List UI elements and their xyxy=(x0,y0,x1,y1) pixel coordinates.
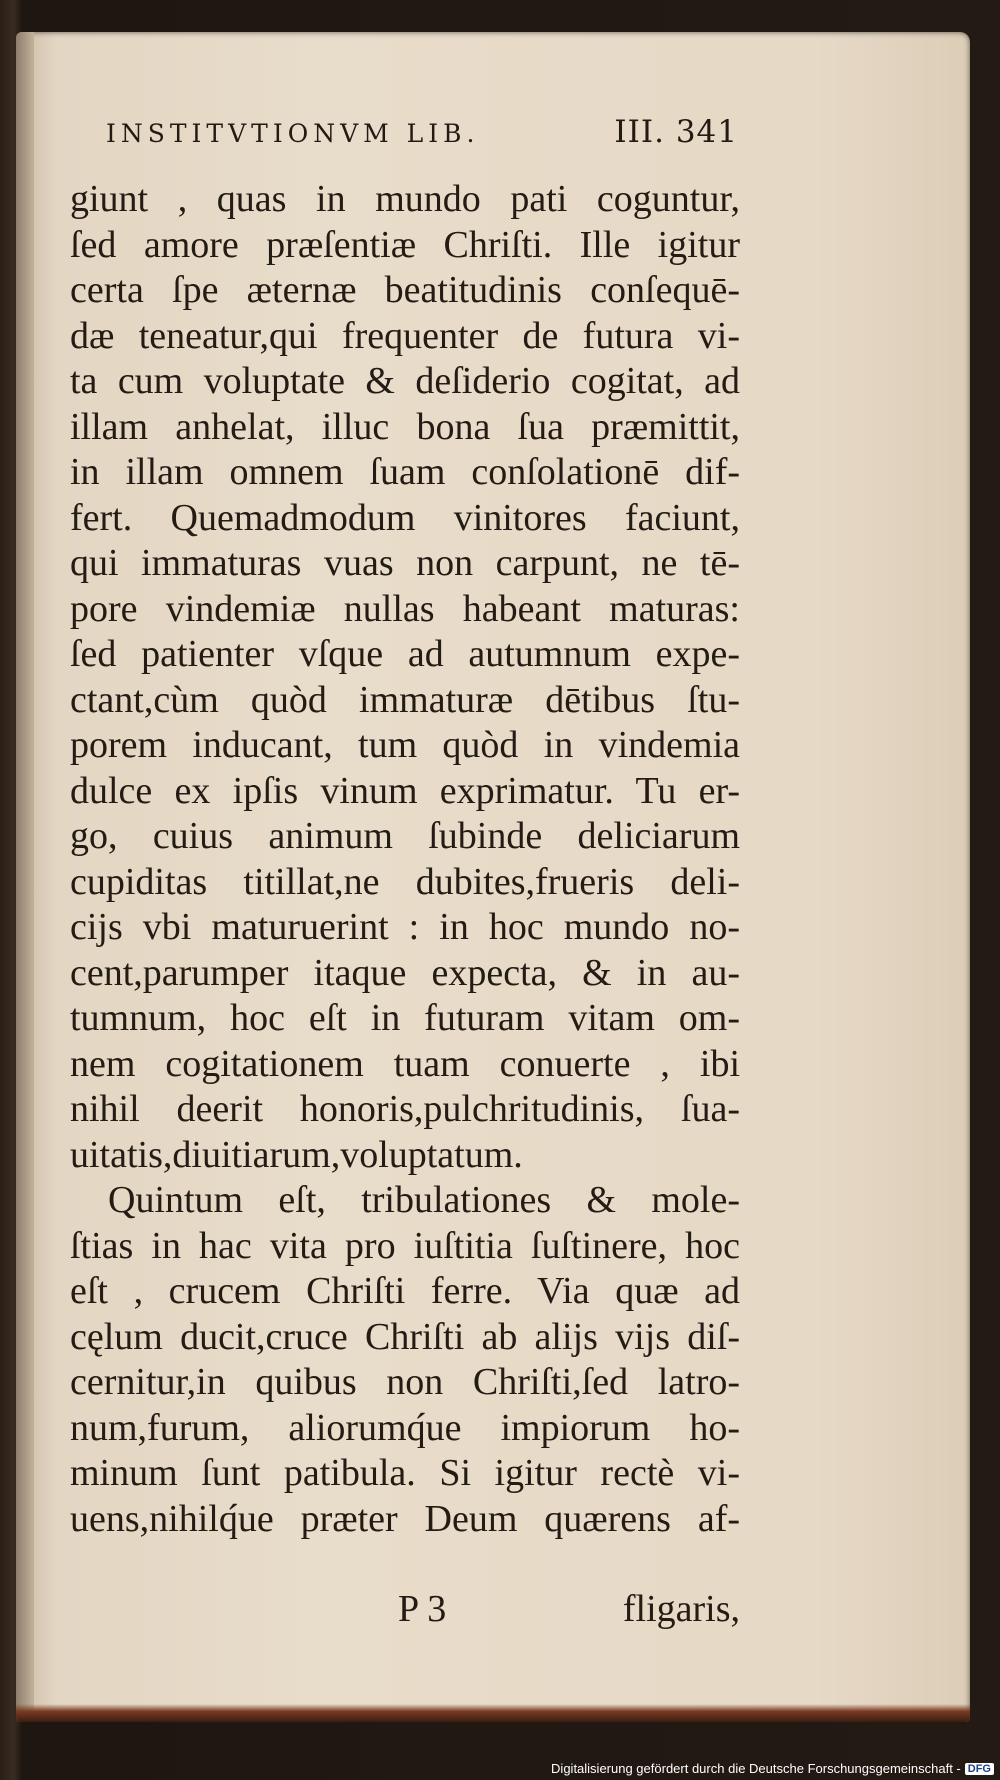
text-line: in illam omnem ſuam conſolationē dif- xyxy=(70,451,740,493)
text-line-paragraph-end: uitatis,diuitiarum,voluptatum. xyxy=(70,1133,523,1176)
text-line: ctant,cùm quòd immaturæ dētibus ſtu- xyxy=(70,678,740,721)
book-page xyxy=(16,32,970,1722)
text-line: dæ teneatur,qui frequenter de futura vi- xyxy=(70,314,740,357)
page-footer xyxy=(70,1587,740,1633)
text-line: fert. Quemadmodum vinitores faciunt, xyxy=(70,496,740,539)
body-text xyxy=(70,177,740,1542)
page-edge-shadow xyxy=(16,1704,970,1722)
text-line: num,furum, aliorumq́ue impiorum ho- xyxy=(70,1406,740,1449)
text-line: certa ſpe æternæ beatitudinis conſequē- xyxy=(70,269,740,311)
digitization-credit xyxy=(551,1761,994,1776)
text-line-paragraph-start: Quintum eſt, tribulationes & mole- xyxy=(108,1179,740,1221)
text-line: nem cogitationem tuam conuerte , ibi xyxy=(70,1042,740,1085)
text-line: illam anhelat, illuc bona ſua præmittit, xyxy=(70,405,740,448)
signature-mark: P 3 xyxy=(398,1588,447,1630)
text-line: minum ſunt patibula. Si igitur rectè vi- xyxy=(70,1452,740,1494)
text-line: pore vindemiæ nullas habeant maturas: xyxy=(70,587,740,630)
text-line: uens,nihilq́ue præter Deum quærens af- xyxy=(70,1497,740,1540)
page-gutter xyxy=(16,32,34,1722)
text-line: giunt , quas in mundo pati coguntur, xyxy=(70,178,740,220)
dfg-logo-icon: DFG xyxy=(965,1763,994,1775)
text-line: eſt , crucem Chriſti ferre. Via quæ ad xyxy=(70,1270,740,1312)
text-line: qui immaturas vuas non carpunt, ne tē- xyxy=(70,542,740,584)
text-line: cent,parumper itaque expecta, & in au- xyxy=(70,951,740,994)
text-line: go, cuius animum ſubinde deliciarum xyxy=(70,815,740,857)
text-line: cęlum ducit,cruce Chriſti ab alijs vijs diſ- xyxy=(70,1315,740,1358)
text-line: nihil deerit honoris,pulchritudinis, ſua- xyxy=(70,1088,740,1130)
text-line: dulce ex ipſis vinum exprimatur. Tu er- xyxy=(70,769,740,812)
page-number xyxy=(614,114,738,150)
book-number: III. xyxy=(614,114,665,150)
text-line: ſtias in hac vita pro iuſtitia ſuſtinere, hoc xyxy=(70,1224,740,1267)
text-line: cernitur,in quibus non Chriſti,ſed latro- xyxy=(70,1361,740,1403)
folio-number: 341 xyxy=(675,114,738,150)
text-line: porem inducant, tum quòd in vindemia xyxy=(70,724,740,766)
running-title: INSTITVTIONVM LIB. xyxy=(106,119,480,148)
catchword: fligaris, xyxy=(622,1588,740,1630)
text-line: ſed patienter vſque ad autumnum expe- xyxy=(70,633,740,675)
running-head xyxy=(106,114,738,150)
text-line: tumnum, hoc eſt in futuram vitam om- xyxy=(70,997,740,1039)
text-line: ſed amore præſentiæ Chriſti. Ille igitur xyxy=(70,223,740,266)
text-line: cijs vbi maturuerint : in hoc mundo no- xyxy=(70,906,740,948)
text-line: ta cum voluptate & deſiderio cogitat, ad xyxy=(70,360,740,402)
text-line: cupiditas titillat,ne dubites,frueris deli- xyxy=(70,860,740,903)
credit-text: Digitalisierung gefördert durch die Deutsche Forschungsgemeinschaft - xyxy=(551,1761,961,1776)
